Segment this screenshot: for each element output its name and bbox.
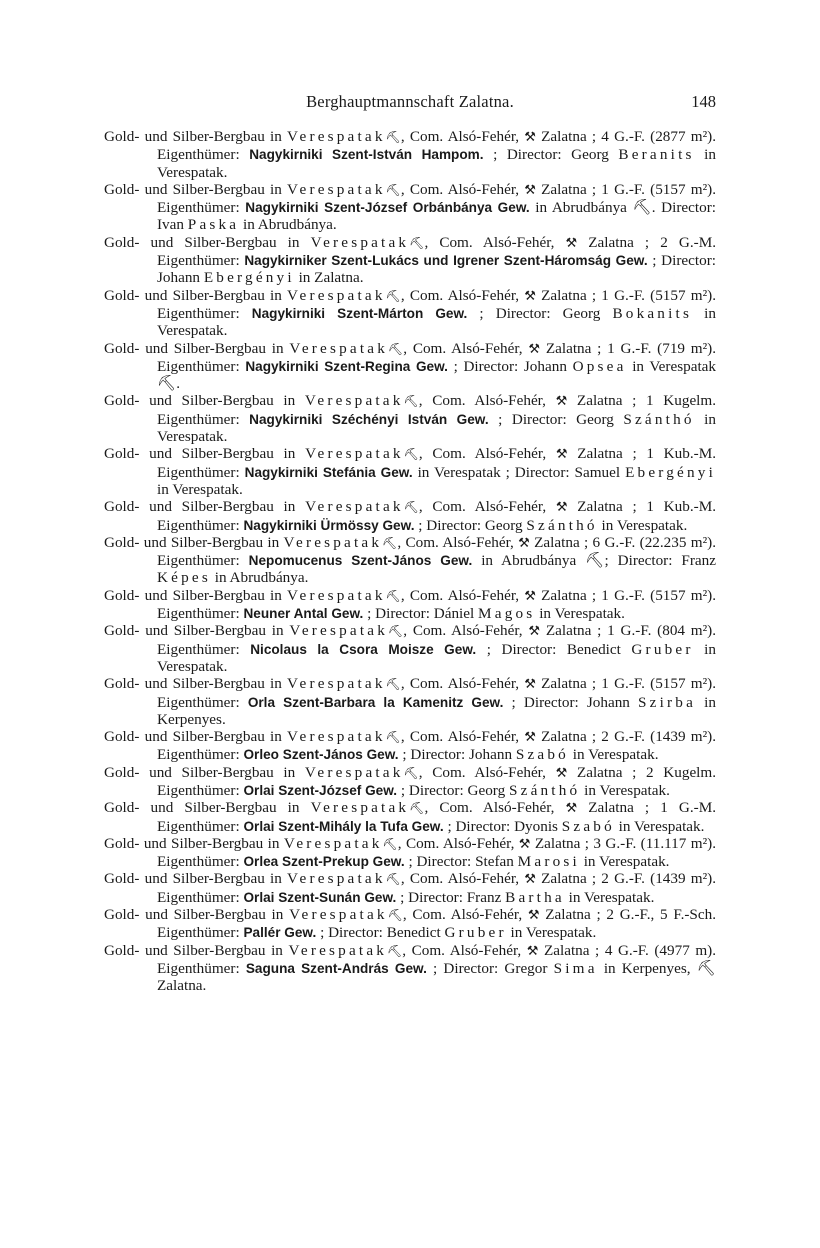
entry-firm: Nicolaus la Csora Moisze Gew. bbox=[250, 641, 477, 657]
entry-person: Szánthó bbox=[526, 516, 598, 534]
mining-hammer-icon: ⚒ bbox=[527, 907, 540, 923]
entry-place: Verespatak bbox=[310, 799, 410, 817]
entry-place: Verespatak bbox=[305, 498, 404, 516]
entry-place: Verespatak bbox=[283, 533, 383, 551]
list-item bbox=[104, 622, 716, 675]
list-item bbox=[104, 764, 716, 800]
entry-pre: Gold- und Silber-Bergbau in bbox=[104, 128, 288, 145]
entry-place: Verespatak bbox=[283, 834, 383, 852]
entry-post: Zalatna ; 6 G.-F. (22.235 m²). Eigenthümer: bbox=[157, 533, 716, 570]
entry-tail: ; Director: Johann bbox=[503, 693, 639, 711]
list-item bbox=[104, 392, 716, 445]
entry-mid: , Com. Alsó-Fehér, bbox=[403, 339, 529, 357]
post-office-icon: ⛏ bbox=[388, 624, 404, 639]
entry-tail: ; Director: Georg bbox=[488, 410, 624, 428]
entry-mid: , Com. Alsó-Fehér, bbox=[400, 675, 525, 693]
mining-hammer-icon: ⚒ bbox=[524, 129, 536, 144]
entry-tail: in Verespatak ; Director: Samuel bbox=[412, 463, 626, 481]
entry-mid: , Com. Alsó-Fehér, bbox=[418, 498, 556, 516]
mining-hammer-icon: ⚒ bbox=[555, 393, 568, 409]
entry-end: in Verespatak. bbox=[580, 781, 670, 799]
list-item bbox=[104, 498, 716, 534]
list-item bbox=[104, 942, 716, 995]
mining-hammer-icon: ⚒ bbox=[528, 623, 541, 639]
entry-person: Gruber bbox=[444, 924, 507, 942]
mining-hammer-icon: ⚒ bbox=[518, 534, 530, 550]
entry-end: in Kerpenyes, ⛏ Zalatna. bbox=[157, 959, 716, 995]
entry-post: Zalatna ; 2 G.-F. (1439 m²). Eigenthümer: bbox=[157, 728, 716, 764]
entry-place: Verespatak bbox=[287, 586, 386, 604]
entry-person: Szabó bbox=[561, 817, 615, 835]
entry-mid: , Com. Alsó-Fehér, bbox=[400, 586, 525, 604]
entry-mid: , Com. Alsó-Fehér, bbox=[400, 128, 525, 145]
entry-post: Zalatna ; 4 G.-F. (2877 m²). Eigenthümer: bbox=[157, 128, 716, 164]
entry-post: Zalatna ; 2 G.-M. Eigenthümer: bbox=[157, 233, 717, 270]
entry-tail: ; Director: Johann bbox=[157, 252, 716, 287]
entry-person: Paska bbox=[187, 216, 240, 234]
entry-post: Zalatna ; 1 G.-F. (5157 m²). Eigenthümer: bbox=[157, 675, 716, 711]
entry-person: Szirba bbox=[638, 693, 697, 711]
entry-end: in Verespatak. bbox=[157, 480, 243, 498]
entry-firm: Orlai Szent-József Gew. bbox=[243, 782, 398, 798]
entry-pre: Gold- und Silber-Bergbau in bbox=[104, 339, 290, 357]
entry-tail: ; Director: Benedict bbox=[316, 924, 445, 942]
entry-person: Sima bbox=[553, 959, 598, 977]
list-item bbox=[104, 445, 716, 498]
entry-firm: Nagykirniki Stefánia Gew. bbox=[244, 464, 413, 480]
list-item bbox=[104, 870, 716, 906]
list-item bbox=[104, 587, 716, 623]
entry-pre: Gold- und Silber-Bergbau in bbox=[104, 533, 284, 551]
entry-post: Zalatna ; 1 Kugelm. Eigenthümer: bbox=[157, 392, 717, 428]
entry-end: in Verespatak. bbox=[614, 817, 705, 835]
mining-hammer-icon: ⚒ bbox=[524, 287, 536, 303]
post-office-icon: ⛏ bbox=[403, 765, 419, 780]
entry-firm: Neuner Antal Gew. bbox=[243, 606, 364, 622]
entry-place: Verespatak bbox=[310, 233, 410, 251]
entry-place: Verespatak bbox=[305, 445, 404, 463]
entry-pre: Gold- und Silber-Bergbau in bbox=[104, 834, 284, 852]
entry-tail: ; Director: Georg bbox=[483, 146, 619, 164]
mining-hammer-icon: ⚒ bbox=[526, 942, 539, 958]
entry-mid: , Com. Alsó-Fehér, bbox=[403, 622, 529, 640]
entry-end: in Abrudbánya. bbox=[210, 569, 309, 587]
entry-tail: ; Director: Franz bbox=[396, 888, 506, 906]
entry-end: in Verespatak. bbox=[506, 924, 597, 942]
entry-end: in Verespatak. bbox=[597, 516, 688, 534]
post-office-icon: ⛏ bbox=[385, 677, 401, 692]
entry-pre: Gold- und Silber-Bergbau in bbox=[104, 233, 311, 251]
entry-tail: ; Director: Georg bbox=[414, 516, 527, 534]
entry-post: Zalatna ; 1 G.-M. Eigenthümer: bbox=[157, 799, 717, 835]
entry-post: Zalatna ; 1 G.-F. (719 m²). Eigenthümer: bbox=[157, 339, 717, 375]
entry-end: in Verespatak. bbox=[579, 853, 670, 871]
entry-mid: , Com. Alsó-Fehér, bbox=[397, 533, 519, 551]
entry-pre: Gold- und Silber-Bergbau in bbox=[104, 763, 305, 781]
entry-end: in Verespatak. bbox=[535, 605, 625, 623]
entry-place: Verespatak bbox=[289, 622, 388, 640]
entry-person: Marosi bbox=[517, 853, 580, 871]
post-office-icon: ⛏ bbox=[403, 447, 419, 462]
entry-mid: , Com. Alsó-Fehér, bbox=[400, 286, 525, 304]
post-office-icon: ⛏ bbox=[385, 872, 401, 887]
entry-pre: Gold- und Silber-Bergbau in bbox=[104, 445, 306, 463]
entry-firm: Orlai Szent-Mihály la Tufa Gew. bbox=[243, 818, 444, 834]
entry-mid: , Com. Alsó-Fehér, bbox=[418, 445, 556, 463]
entry-end: in Verespatak ⛏. bbox=[157, 357, 716, 393]
post-office-icon: ⛏ bbox=[382, 836, 398, 851]
entry-pre: Gold- und Silber-Bergbau in bbox=[104, 906, 290, 924]
page-header bbox=[104, 92, 716, 116]
entry-post: Zalatna ; 2 G.-F., 5 F.-Sch. Eigenthümer: bbox=[157, 906, 717, 942]
mining-hammer-icon: ⚒ bbox=[524, 181, 536, 197]
entry-place: Verespatak bbox=[287, 128, 386, 145]
entry-mid: , Com. Alsó-Fehér, bbox=[397, 834, 519, 852]
list-item bbox=[104, 534, 716, 587]
entry-end: in Kerpenyes. bbox=[157, 693, 716, 728]
entry-firm: Nagykirniki Ürmössy Gew. bbox=[243, 517, 415, 533]
mining-hammer-icon: ⚒ bbox=[528, 340, 541, 356]
entry-pre: Gold- und Silber-Bergbau in bbox=[104, 392, 305, 410]
entry-tail: ; Director: Benedict bbox=[476, 640, 632, 658]
entry-end: in Verespatak. bbox=[564, 888, 655, 906]
entry-place: Verespatak bbox=[287, 728, 386, 746]
entry-place: Verespatak bbox=[287, 675, 386, 693]
post-office-icon: ⛏ bbox=[388, 341, 404, 356]
entry-post: Zalatna ; 4 G.-F. (4977 m). Eigenthümer: bbox=[157, 941, 717, 977]
entry-mid: , Com. Alsó-Fehér, bbox=[400, 728, 525, 746]
entry-person: Képes bbox=[157, 569, 211, 587]
entry-tail: ; Director: Johann bbox=[447, 357, 573, 375]
entry-tail: ; Director: Johann bbox=[398, 746, 516, 764]
mining-hammer-icon: ⚒ bbox=[524, 729, 536, 745]
entry-mid: , Com. Alsó-Fehér, bbox=[400, 180, 525, 198]
post-office-icon: ⛏ bbox=[409, 801, 425, 816]
entry-firm: Nagykirniker Szent-Lukács und Igrener Szent-Háromság Gew. bbox=[244, 253, 648, 269]
entry-mid: , Com. Alsó-Fehér, bbox=[402, 941, 527, 959]
entry-person: Szánthó bbox=[508, 781, 581, 799]
entry-firm: Saguna Szent-András Gew. bbox=[245, 960, 427, 976]
entry-tail: ; Director: Georg bbox=[397, 781, 509, 799]
mining-hammer-icon: ⚒ bbox=[565, 234, 578, 250]
entry-firm: Nagykirniki Szent-Márton Gew. bbox=[251, 305, 468, 321]
mining-hammer-icon: ⚒ bbox=[555, 446, 568, 462]
post-office-icon: ⛏ bbox=[385, 588, 401, 603]
list-item bbox=[104, 835, 716, 871]
entry-firm: Orlai Szent-Sunán Gew. bbox=[243, 889, 397, 905]
post-office-icon: ⛏ bbox=[409, 235, 425, 250]
page-title: Berghauptmannschaft Zalatna. bbox=[306, 92, 514, 111]
mining-hammer-icon: ⚒ bbox=[565, 800, 578, 816]
entry-firm: Orlea Szent-Prekup Gew. bbox=[243, 854, 405, 870]
list-item bbox=[104, 128, 716, 181]
list-item bbox=[104, 906, 716, 942]
entry-pre: Gold- und Silber-Bergbau in bbox=[104, 622, 290, 640]
entry-post: Zalatna ; 1 Kub.-M. Eigenthümer: bbox=[157, 445, 716, 481]
entry-firm: Nagykirniki Szent-István Hampom. bbox=[249, 147, 484, 163]
list-item bbox=[104, 181, 716, 234]
entry-firm: Nagykirniki Szent-Regina Gew. bbox=[245, 358, 448, 374]
entry-end: in Verespatak. bbox=[157, 640, 716, 675]
entry-firm: Orleo Szent-János Gew. bbox=[243, 747, 399, 763]
entry-tail: in Abrudbánya ⛏; Director: Franz bbox=[472, 552, 717, 570]
entry-place: Verespatak bbox=[304, 392, 404, 410]
post-office-icon: ⛏ bbox=[382, 535, 398, 550]
list-item bbox=[104, 340, 716, 393]
entry-tail: ; Director: Dániel bbox=[363, 605, 479, 623]
entry-place: Verespatak bbox=[287, 286, 386, 304]
entry-pre: Gold- und Silber-Bergbau in bbox=[104, 180, 288, 198]
entry-person: Beranits bbox=[618, 146, 695, 164]
entry-pre: Gold- und Silber-Bergbau in bbox=[104, 586, 288, 604]
entry-person: Ebergényi bbox=[203, 269, 295, 287]
entry-end: in Verespatak. bbox=[157, 410, 716, 446]
entry-mid: , Com. Alsó-Fehér, bbox=[424, 233, 566, 251]
entry-post: Zalatna ; 2 Kugelm. Eigenthümer: bbox=[157, 763, 717, 799]
entry-pre: Gold- und Silber-Bergbau in bbox=[104, 675, 288, 693]
post-office-icon: ⛏ bbox=[385, 288, 401, 303]
entry-list bbox=[104, 128, 716, 995]
entry-mid: , Com. Alsó-Fehér, bbox=[400, 870, 525, 888]
page-number: 148 bbox=[691, 92, 716, 111]
entry-end: in Verespatak. bbox=[568, 746, 659, 764]
entry-place: Verespatak bbox=[289, 339, 388, 357]
entry-tail: ; Director: Gregor bbox=[426, 959, 554, 977]
entry-place: Verespatak bbox=[304, 763, 404, 781]
post-office-icon: ⛏ bbox=[403, 500, 419, 515]
entry-place: Verespatak bbox=[287, 180, 386, 198]
mining-hammer-icon: ⚒ bbox=[555, 764, 568, 780]
entry-end: in Abrudbánya. bbox=[239, 216, 337, 234]
entry-end: in Verespatak. bbox=[157, 304, 716, 340]
entry-post: Zalatna ; 2 G.-F. (1439 m²). Eigenthümer: bbox=[157, 870, 716, 906]
entry-person: Szánthó bbox=[623, 410, 695, 428]
post-office-icon: ⛏ bbox=[385, 182, 401, 197]
entry-post: Zalatna ; 1 G.-F. (5157 m²). Eigenthümer: bbox=[157, 180, 716, 217]
entry-tail: ; Director: Dyonis bbox=[443, 817, 562, 835]
post-office-icon: ⛏ bbox=[403, 394, 419, 409]
entry-pre: Gold- und Silber-Bergbau in bbox=[104, 498, 306, 516]
entry-person: Szabó bbox=[515, 746, 569, 764]
entry-mid: , Com. Alsó-Fehér, bbox=[418, 392, 556, 410]
entry-pre: Gold- und Silber-Bergbau in bbox=[104, 286, 288, 304]
post-office-icon: ⛏ bbox=[385, 130, 401, 144]
entry-pre: Gold- und Silber-Bergbau in bbox=[104, 870, 288, 888]
entry-tail: ; Director: Georg bbox=[467, 304, 613, 322]
list-item bbox=[104, 799, 716, 835]
entry-firm: Orla Szent-Barbara la Kamenitz Gew. bbox=[247, 694, 504, 710]
entry-firm: Nagykirniki Szent-József Orbánbánya Gew. bbox=[245, 200, 530, 216]
mining-hammer-icon: ⚒ bbox=[524, 871, 536, 887]
post-office-icon: ⛏ bbox=[385, 730, 401, 745]
entry-post: Zalatna ; 1 G.-F. (804 m²). Eigenthümer: bbox=[157, 622, 717, 658]
mining-hammer-icon: ⚒ bbox=[555, 499, 568, 515]
entry-place: Verespatak bbox=[288, 941, 388, 959]
entry-pre: Gold- und Silber-Bergbau in bbox=[104, 728, 288, 746]
entry-place: Verespatak bbox=[289, 906, 388, 924]
entry-mid: , Com. Alsó-Fehér, bbox=[418, 763, 556, 781]
entry-person: Ebergényi bbox=[625, 463, 716, 481]
mining-hammer-icon: ⚒ bbox=[524, 676, 536, 692]
entry-place: Verespatak bbox=[287, 870, 386, 888]
entry-person: Opsea bbox=[572, 357, 627, 375]
entry-person: Bokanits bbox=[612, 304, 693, 322]
post-office-icon: ⛏ bbox=[387, 908, 403, 923]
entry-person: Gruber bbox=[631, 640, 694, 658]
entry-post: Zalatna ; 1 Kub.-M. Eigenthümer: bbox=[157, 498, 716, 534]
mining-hammer-icon: ⚒ bbox=[524, 587, 536, 603]
entry-tail: ; Director: Stefan bbox=[404, 853, 518, 871]
entry-person: Magos bbox=[478, 605, 536, 623]
entry-person: Bartha bbox=[505, 888, 565, 906]
entry-end: in Zalatna. bbox=[294, 269, 364, 287]
entry-firm: Nepomucenus Szent-János Gew. bbox=[248, 553, 473, 569]
entry-post: Zalatna ; 1 G.-F. (5157 m²). Eigenthümer: bbox=[157, 586, 716, 623]
entry-mid: , Com. Alsó-Fehér, bbox=[402, 906, 528, 924]
entry-end: in Verespatak. bbox=[157, 146, 716, 181]
list-item bbox=[104, 728, 716, 764]
entry-firm: Pallér Gew. bbox=[243, 925, 317, 941]
mining-hammer-icon: ⚒ bbox=[518, 835, 531, 851]
post-office-icon: ⛏ bbox=[387, 943, 403, 958]
entry-post: Zalatna ; 3 G.-F. (11.117 m²). Eigenthümer: bbox=[157, 834, 717, 871]
list-item bbox=[104, 287, 716, 340]
entry-pre: Gold- und Silber-Bergbau in bbox=[104, 941, 289, 959]
entry-tail: in Abrudbánya ⛏. Director: Ivan bbox=[157, 199, 716, 234]
entry-pre: Gold- und Silber-Bergbau in bbox=[104, 799, 311, 817]
entry-firm: Nagykirniki Széchényi István Gew. bbox=[249, 411, 489, 427]
list-item bbox=[104, 234, 716, 287]
entry-mid: , Com. Alsó-Fehér, bbox=[424, 799, 566, 817]
entry-post: Zalatna ; 1 G.-F. (5157 m²). Eigenthümer: bbox=[157, 286, 716, 322]
list-item bbox=[104, 675, 716, 728]
